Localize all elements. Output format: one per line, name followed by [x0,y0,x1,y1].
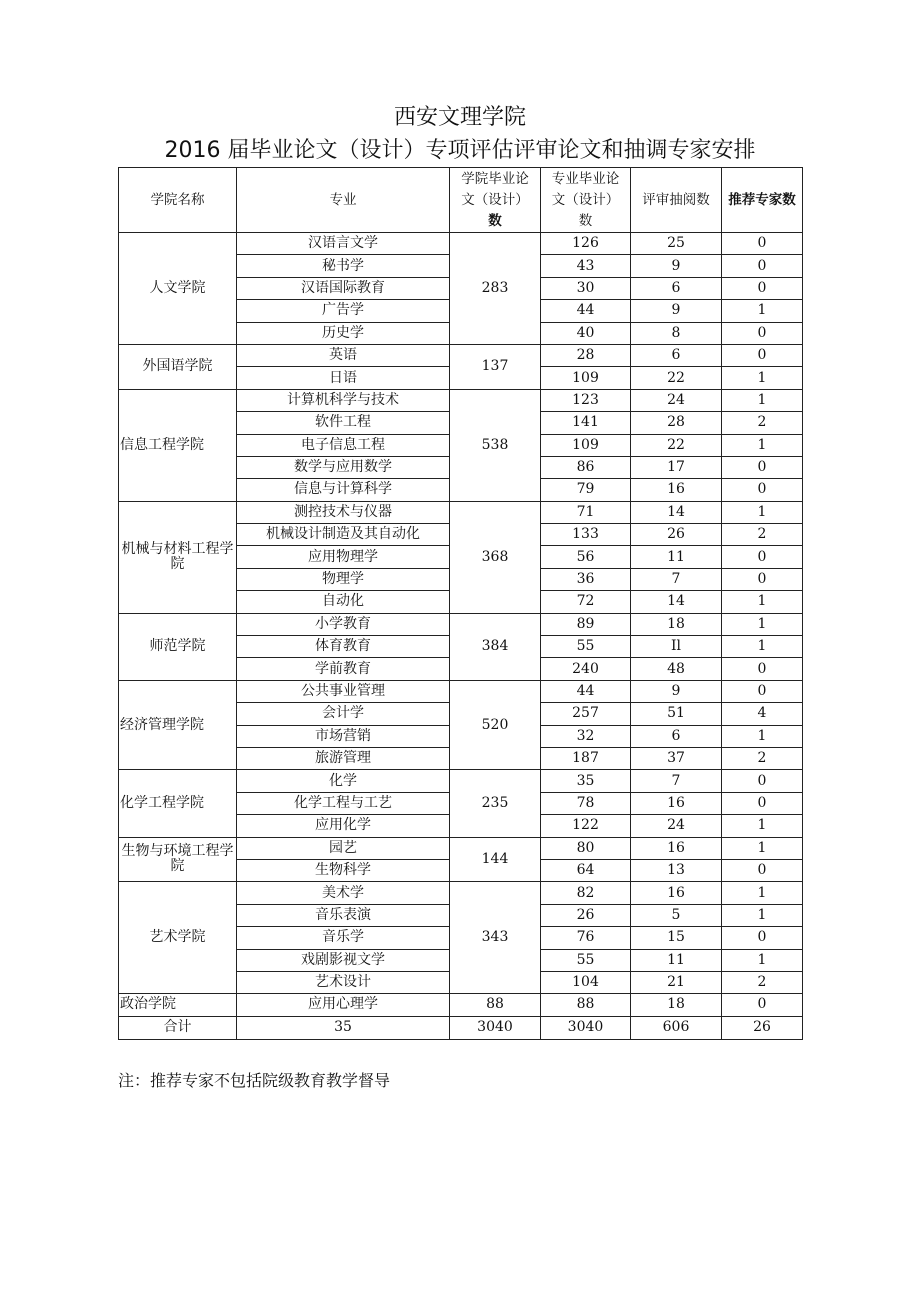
review-count-cell: 9 [631,255,722,277]
major-name-cell: 测控技术与仪器 [237,501,450,523]
major-count-cell: 64 [541,859,631,881]
table-row [119,501,803,523]
review-count-cell: 28 [631,412,722,434]
college-count-cell: 283 [450,233,541,345]
major-name-cell: 学前教育 [237,658,450,680]
expert-count-cell: 1 [722,636,803,658]
review-count-cell: 37 [631,747,722,769]
expert-count-cell: 1 [722,389,803,411]
college-count-cell: 538 [450,389,541,501]
college-name-cell: 化学工程学院 [119,770,237,837]
total-college-count-cell: 3040 [450,1016,541,1039]
total-experts-cell: 26 [722,1016,803,1039]
major-count-cell: 82 [541,882,631,904]
major-count-cell: 28 [541,344,631,366]
review-count-cell: 24 [631,815,722,837]
major-name-cell: 应用心理学 [237,994,450,1016]
document-title: 西安文理学院 [393,105,526,130]
major-name-cell: 旅游管理 [237,747,450,769]
expert-count-cell: 1 [722,501,803,523]
review-count-cell: 6 [631,725,722,747]
major-count-cell: 35 [541,770,631,792]
header-experts: 推荐专家数 [722,168,803,233]
review-count-cell: 5 [631,904,722,926]
major-count-cell: 187 [541,747,631,769]
expert-count-cell: 0 [722,277,803,299]
table-row [119,233,803,255]
review-count-cell: 51 [631,703,722,725]
expert-count-cell: 0 [722,792,803,814]
expert-count-cell: 0 [722,344,803,366]
major-count-cell: 109 [541,434,631,456]
footnote: 注：推荐专家不包括院级教育教学督导 [118,1071,391,1090]
header-college: 学院名称 [119,168,237,233]
major-count-cell: 43 [541,255,631,277]
major-count-cell: 72 [541,591,631,613]
expert-count-cell: 0 [722,680,803,702]
review-count-cell: 7 [631,568,722,590]
major-count-cell: 56 [541,546,631,568]
expert-count-cell: 1 [722,434,803,456]
major-count-cell: 55 [541,636,631,658]
review-count-cell: 16 [631,792,722,814]
expert-count-cell: 1 [722,837,803,859]
major-name-cell: 应用物理学 [237,546,450,568]
major-count-cell: 109 [541,367,631,389]
major-name-cell: 艺术设计 [237,971,450,993]
major-count-cell: 26 [541,904,631,926]
table-row [119,344,803,366]
table-row [119,882,803,904]
expert-count-cell: 1 [722,591,803,613]
major-name-cell: 音乐学 [237,927,450,949]
review-count-cell: 15 [631,927,722,949]
college-name-cell: 人文学院 [119,233,237,345]
review-count-cell: 7 [631,770,722,792]
review-count-cell: 11 [631,949,722,971]
major-count-cell: 123 [541,389,631,411]
major-name-cell: 戏剧影视文学 [237,949,450,971]
review-count-cell: 24 [631,389,722,411]
review-count-cell: 48 [631,658,722,680]
college-name-cell: 外国语学院 [119,344,237,389]
major-count-cell: 133 [541,524,631,546]
review-count-cell: Il [631,636,722,658]
review-count-cell: 6 [631,277,722,299]
major-count-cell: 126 [541,233,631,255]
review-count-cell: 21 [631,971,722,993]
major-name-cell: 汉语言文学 [237,233,450,255]
review-count-cell: 18 [631,613,722,635]
expert-count-cell: 1 [722,882,803,904]
expert-count-cell: 0 [722,255,803,277]
major-name-cell: 美术学 [237,882,450,904]
total-label-cell: 合计 [119,1016,237,1039]
review-count-cell: 9 [631,680,722,702]
major-name-cell: 音乐表演 [237,904,450,926]
major-name-cell: 体育教育 [237,636,450,658]
header-college-count [450,168,541,233]
expert-count-cell: 0 [722,859,803,881]
major-name-cell: 软件工程 [237,412,450,434]
major-count-cell: 40 [541,322,631,344]
major-name-cell: 机械设计制造及其自动化 [237,524,450,546]
table-body [119,233,803,1040]
expert-count-cell: 0 [722,770,803,792]
major-count-cell: 257 [541,703,631,725]
expert-count-cell: 1 [722,725,803,747]
college-count-cell: 88 [450,994,541,1016]
major-name-cell: 电子信息工程 [237,434,450,456]
expert-count-cell: 2 [722,747,803,769]
review-count-cell: 9 [631,300,722,322]
header-major-count-line1: 专业毕业论 [551,170,620,187]
expert-count-cell: 1 [722,949,803,971]
college-name-cell: 师范学院 [119,613,237,680]
major-count-cell: 55 [541,949,631,971]
review-count-cell: 8 [631,322,722,344]
major-count-cell: 89 [541,613,631,635]
expert-count-cell: 1 [722,904,803,926]
review-count-cell: 14 [631,501,722,523]
college-name-cell: 机械与材料工程学院 [119,501,237,613]
college-name-cell: 信息工程学院 [119,389,237,501]
expert-count-cell: 2 [722,412,803,434]
expert-count-cell: 1 [722,613,803,635]
table-row [119,389,803,411]
review-count-cell: 11 [631,546,722,568]
review-count-cell: 16 [631,882,722,904]
major-count-cell: 78 [541,792,631,814]
header-review: 评审抽阅数 [631,168,722,233]
major-name-cell: 汉语国际教育 [237,277,450,299]
table-row [119,837,803,859]
major-name-cell: 小学教育 [237,613,450,635]
major-name-cell: 应用化学 [237,815,450,837]
major-name-cell: 园艺 [237,837,450,859]
review-count-cell: 18 [631,994,722,1016]
college-count-cell: 384 [450,613,541,680]
major-count-cell: 71 [541,501,631,523]
major-name-cell: 自动化 [237,591,450,613]
review-count-cell: 22 [631,434,722,456]
major-count-cell: 88 [541,994,631,1016]
major-count-cell: 86 [541,456,631,478]
review-count-cell: 17 [631,456,722,478]
expert-count-cell: 0 [722,927,803,949]
major-name-cell: 市场营销 [237,725,450,747]
major-name-cell: 化学工程与工艺 [237,792,450,814]
expert-count-cell: 0 [722,568,803,590]
table-row [119,994,803,1016]
major-count-cell: 80 [541,837,631,859]
major-name-cell: 物理学 [237,568,450,590]
major-count-cell: 32 [541,725,631,747]
major-name-cell: 日语 [237,367,450,389]
college-count-cell: 144 [450,837,541,882]
header-major: 专业 [237,168,450,233]
review-count-cell: 22 [631,367,722,389]
major-name-cell: 公共事业管理 [237,680,450,702]
header-college-count-line1: 学院毕业论 [461,170,529,187]
expert-count-cell: 0 [722,456,803,478]
college-count-cell: 235 [450,770,541,837]
header-row [119,168,803,233]
total-majors-cell: 35 [237,1016,450,1039]
expert-count-cell: 2 [722,524,803,546]
major-name-cell: 秘书学 [237,255,450,277]
major-name-cell: 英语 [237,344,450,366]
major-count-cell: 104 [541,971,631,993]
header-major-count [541,168,631,233]
total-review-cell: 606 [631,1016,722,1039]
major-count-cell: 44 [541,680,631,702]
header-college-count-line3: 数 [488,212,502,229]
college-name-cell: 生物与环境工程学院 [119,837,237,882]
expert-count-cell: 0 [722,658,803,680]
table-row [119,770,803,792]
major-count-cell: 30 [541,277,631,299]
review-count-cell: 13 [631,859,722,881]
major-count-cell: 122 [541,815,631,837]
expert-count-cell: 1 [722,300,803,322]
expert-count-cell: 0 [722,322,803,344]
table-row [119,613,803,635]
header-college-count-line2: 文（设计） [461,191,529,208]
document-subtitle: 2016 届毕业论文（设计）专项评估评审论文和抽调专家安排 [164,138,756,163]
total-row [119,1016,803,1039]
major-count-cell: 141 [541,412,631,434]
college-name-cell: 政治学院 [119,994,237,1016]
major-name-cell: 生物科学 [237,859,450,881]
header-major-count-line2: 文（设计） [551,191,620,208]
expert-count-cell: 1 [722,367,803,389]
review-count-cell: 26 [631,524,722,546]
review-count-cell: 14 [631,591,722,613]
header-major-count-line3: 数 [578,212,593,229]
major-count-cell: 76 [541,927,631,949]
major-count-cell: 44 [541,300,631,322]
arrangement-table [118,167,803,1040]
major-name-cell: 化学 [237,770,450,792]
college-count-cell: 137 [450,344,541,389]
expert-count-cell: 0 [722,546,803,568]
major-name-cell: 数学与应用数学 [237,456,450,478]
review-count-cell: 16 [631,479,722,501]
expert-count-cell: 0 [722,479,803,501]
expert-count-cell: 1 [722,815,803,837]
major-name-cell: 计算机科学与技术 [237,389,450,411]
review-count-cell: 6 [631,344,722,366]
major-count-cell: 240 [541,658,631,680]
expert-count-cell: 0 [722,233,803,255]
college-name-cell: 经济管理学院 [119,680,237,770]
major-name-cell: 信息与计算科学 [237,479,450,501]
college-count-cell: 343 [450,882,541,994]
college-count-cell: 368 [450,501,541,613]
major-count-cell: 79 [541,479,631,501]
table-row [119,680,803,702]
major-name-cell: 广告学 [237,300,450,322]
major-name-cell: 会计学 [237,703,450,725]
college-name-cell: 艺术学院 [119,882,237,994]
total-major-count-cell: 3040 [541,1016,631,1039]
college-count-cell: 520 [450,680,541,770]
expert-count-cell: 2 [722,971,803,993]
review-count-cell: 16 [631,837,722,859]
expert-count-cell: 0 [722,994,803,1016]
expert-count-cell: 4 [722,703,803,725]
major-name-cell: 历史学 [237,322,450,344]
major-count-cell: 36 [541,568,631,590]
review-count-cell: 25 [631,233,722,255]
